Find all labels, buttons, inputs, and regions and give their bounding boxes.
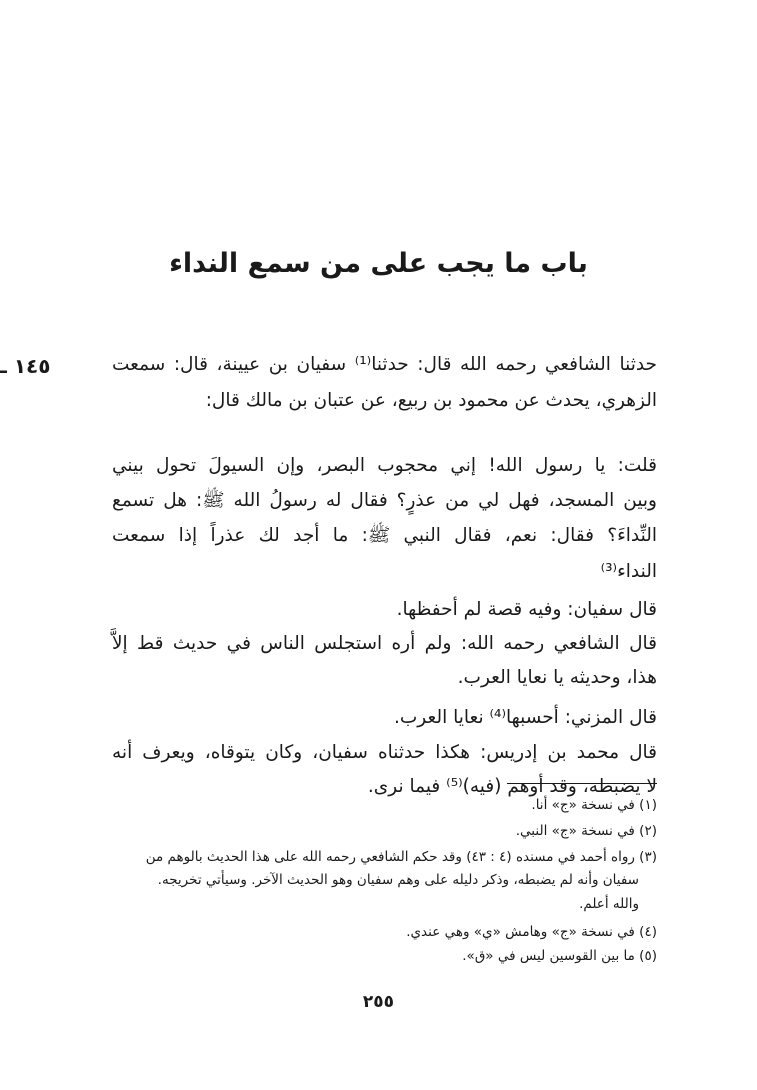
- chapter-title: باب ما يجب على من سمع النداء: [169, 248, 588, 279]
- footnote-3-end: والله أعلم.: [579, 896, 639, 912]
- hadith-line-10: قال المزني: أحسبها⁽⁴⁾ نعايا العرب.: [394, 707, 657, 728]
- hadith-line-3: قلت: يا رسول الله! إني محجوب البصر، وإن السيولَ تحول بيني: [112, 455, 657, 476]
- footnote-3: (٣) رواه أحمد في مسنده (٤ : ٤٣) وقد حكم الشافعي رحمه الله على هذا الحديث بالوهم من: [145, 849, 657, 865]
- footnote-4: (٤) في نسخة «ج» وهامش «ي» وهي عندي.: [406, 924, 657, 940]
- hadith-line-9: هذا، وحديثه يا نعايا العرب.: [457, 667, 657, 688]
- footnote-divider: [507, 783, 657, 784]
- footnote-5: (٥) ما بين القوسين ليس في «ق».: [462, 948, 657, 964]
- hadith-line-7: قال سفيان: وفيه قصة لم أحفظها.: [396, 599, 657, 620]
- hadith-number: ١٤٥ ـ: [0, 354, 51, 378]
- hadith-line-8: قال الشافعي رحمه الله: ولم أره استجلس الناس في حديث قط إلاَّ: [112, 633, 657, 654]
- footnote-3-cont: سفيان وأنه لم يضبطه، وذكر دليله على وهم سفيان وهو الحديث الآخر. وسيأتي تخريجه.: [157, 872, 639, 888]
- hadith-line-5: النِّداءَ؟ فقال: نعم، فقال النبي ﷺ: ما أجد لك عذراً إذا سمعت: [112, 525, 657, 546]
- hadith-line-12: لا يضبطه، وقد أوهم (فيه)⁽⁵⁾ فيما نرى.: [367, 776, 657, 797]
- footnote-2: (٢) في نسخة «ج» النبي.: [515, 823, 657, 839]
- hadith-line-1: حدثنا الشافعي رحمه الله قال: حدثنا⁽¹⁾ سفيان بن عيينة، قال: سمعت: [112, 354, 657, 375]
- hadith-line-11: قال محمد بن إدريس: هكذا حدثناه سفيان، وكان يتوقاه، ويعرف أنه: [112, 742, 657, 763]
- footnote-1: (١) في نسخة «ج» أنا.: [531, 797, 657, 813]
- page-number: ٢٥٥: [362, 992, 395, 1012]
- hadith-line-6: النداء⁽³⁾: [600, 561, 657, 582]
- hadith-line-2: الزهري، يحدث عن محمود بن ربيع، عن عتبان بن مالك قال:: [205, 390, 657, 411]
- hadith-line-4: وبين المسجد، فهل لي من عذرٍ؟ فقال له رسولُ الله ﷺ: هل تسمع: [112, 490, 657, 511]
